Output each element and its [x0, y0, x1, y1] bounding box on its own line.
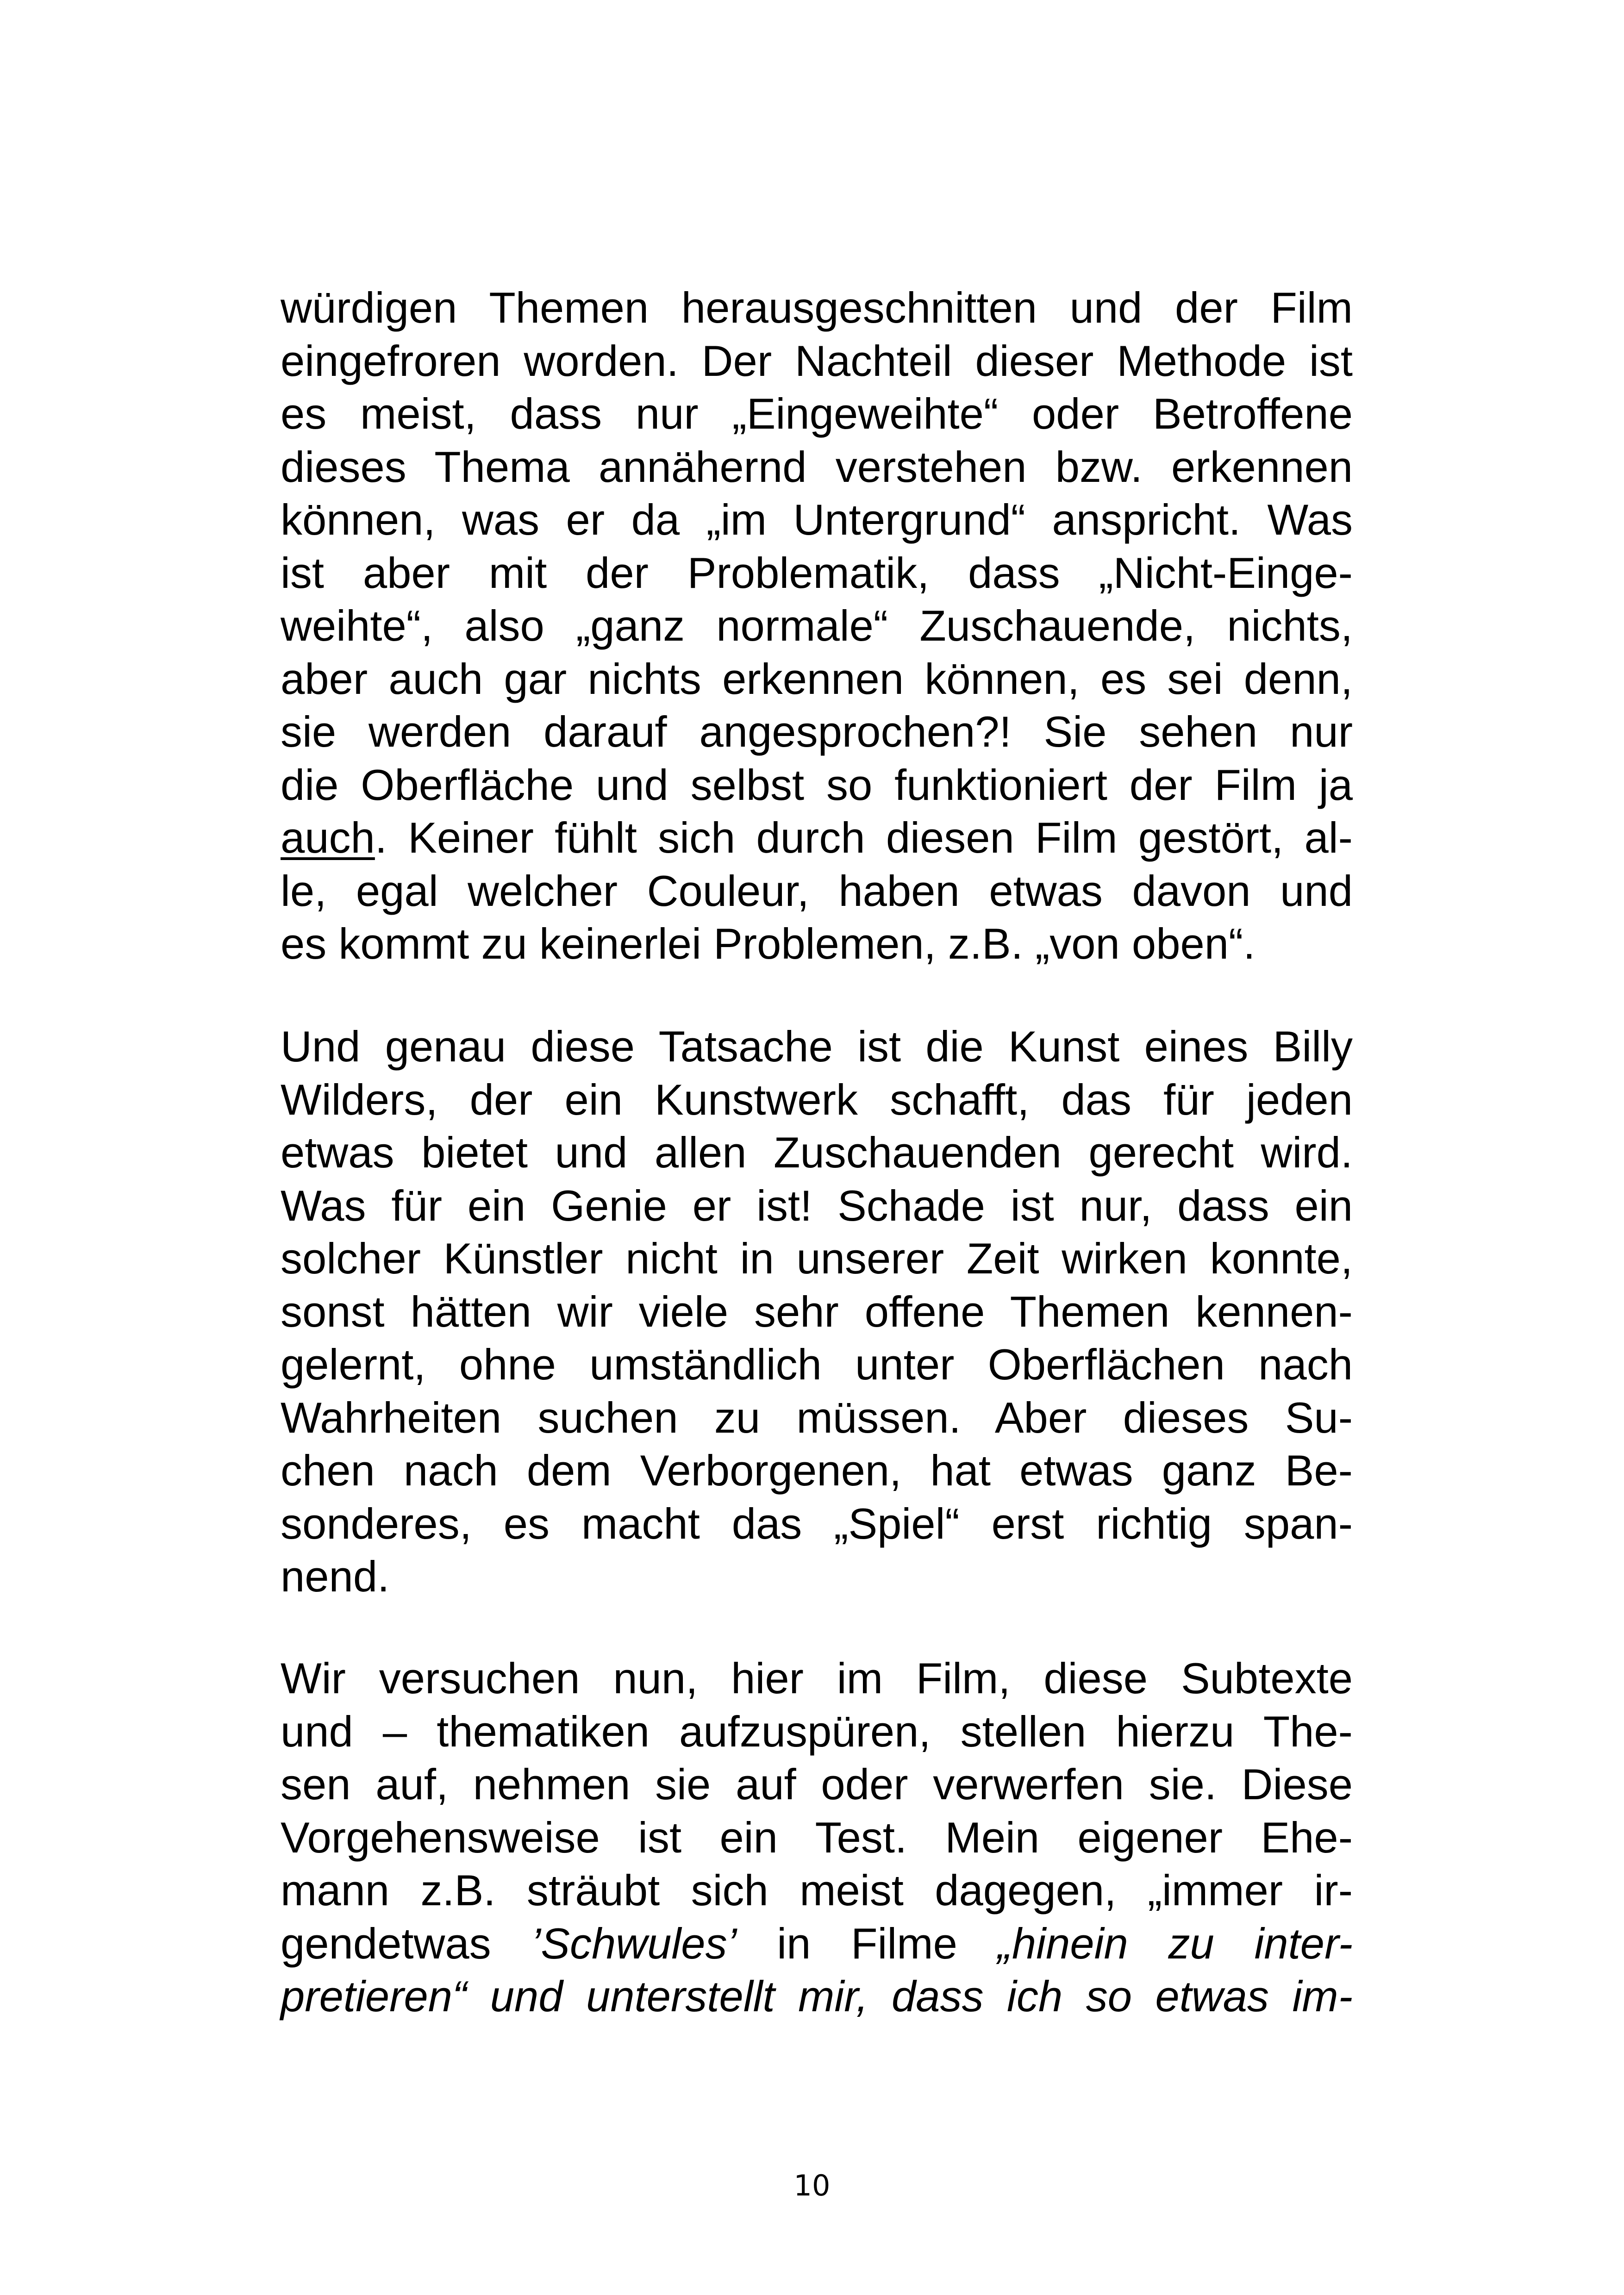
text-line: sonderes, es macht das „Spiel“ erst richtig span-	[281, 1499, 1353, 1548]
text-line: gelernt, ohne umständlich unter Oberflächen nach	[281, 1340, 1353, 1389]
text-line: und – thematiken aufzuspüren, stellen hierzu The-	[281, 1707, 1353, 1756]
text-line: würdigen Themen herausgeschnitten und der Film	[281, 283, 1353, 332]
text-line-italic: pretieren“ und unterstellt mir, dass ich so etwas im-	[281, 1972, 1353, 2021]
text-line	[281, 811, 1353, 865]
text-line: etwas bietet und allen Zuschauenden gerecht wird.	[281, 1128, 1353, 1177]
italic-segment: „hinein zu inter-	[997, 1919, 1353, 1968]
text-line: aber auch gar nichts erkennen können, es sei denn,	[281, 654, 1353, 703]
text-line-last: nend.	[281, 1552, 390, 1601]
paragraph-3	[281, 1652, 1353, 2023]
text-line: sonst hätten wir viele sehr offene Themen kennen-	[281, 1287, 1353, 1336]
page-number: 10	[793, 2169, 831, 2202]
text-line: dieses Thema annähernd verstehen bzw. erkennen	[281, 442, 1353, 491]
text-line-last: es kommt zu keinerlei Problemen, z.B. „von oben“.	[281, 919, 1255, 968]
text-line: Vorgehensweise ist ein Test. Mein eigener Ehe-	[281, 1813, 1353, 1862]
paragraph-2	[281, 1020, 1353, 1603]
text-line: es meist, dass nur „Eingeweihte“ oder Betroffene	[281, 389, 1353, 438]
text-line: Wilders, der ein Kunstwerk schafft, das für jeden	[281, 1075, 1353, 1124]
text-segment: gendetwas	[281, 1919, 531, 1968]
text-line: Und genau diese Tatsache ist die Kunst eines Billy	[281, 1022, 1353, 1071]
text-segment: in Filme	[737, 1919, 998, 1968]
underlined-word: auch	[281, 813, 375, 862]
text-line: Was für ein Genie er ist! Schade ist nur, dass ein	[281, 1181, 1353, 1230]
text-line: ist aber mit der Problematik, dass „Nicht-Einge-	[281, 548, 1353, 597]
text-line	[281, 1917, 1353, 1971]
italic-segment: ’Schwules’	[531, 1919, 737, 1968]
text-line: mann z.B. sträubt sich meist dagegen, „immer ir-	[281, 1866, 1353, 1915]
text-line: können, was er da „im Untergrund“ anspricht. Was	[281, 495, 1353, 544]
text-line: die Oberfläche und selbst so funktioniert der Film ja	[281, 760, 1353, 809]
paragraph-1	[281, 281, 1353, 971]
text-line: eingefroren worden. Der Nachteil dieser Methode ist	[281, 336, 1353, 385]
text-line: le, egal welcher Couleur, haben etwas davon und	[281, 866, 1353, 915]
text-line: Wir versuchen nun, hier im Film, diese Subtexte	[281, 1654, 1353, 1703]
text-segment: . Keiner fühlt sich durch diesen Film gestört, al-	[375, 813, 1353, 862]
text-line: sen auf, nehmen sie auf oder verwerfen sie. Diese	[281, 1760, 1353, 1809]
text-line: solcher Künstler nicht in unserer Zeit wirken konnte,	[281, 1234, 1353, 1283]
text-line: sie werden darauf angesprochen?! Sie sehen nur	[281, 707, 1353, 756]
text-line: weihte“, also „ganz normale“ Zuschauende, nichts,	[281, 601, 1353, 650]
text-line: chen nach dem Verborgenen, hat etwas ganz Be-	[281, 1446, 1353, 1495]
text-line: Wahrheiten suchen zu müssen. Aber dieses Su-	[281, 1393, 1353, 1442]
